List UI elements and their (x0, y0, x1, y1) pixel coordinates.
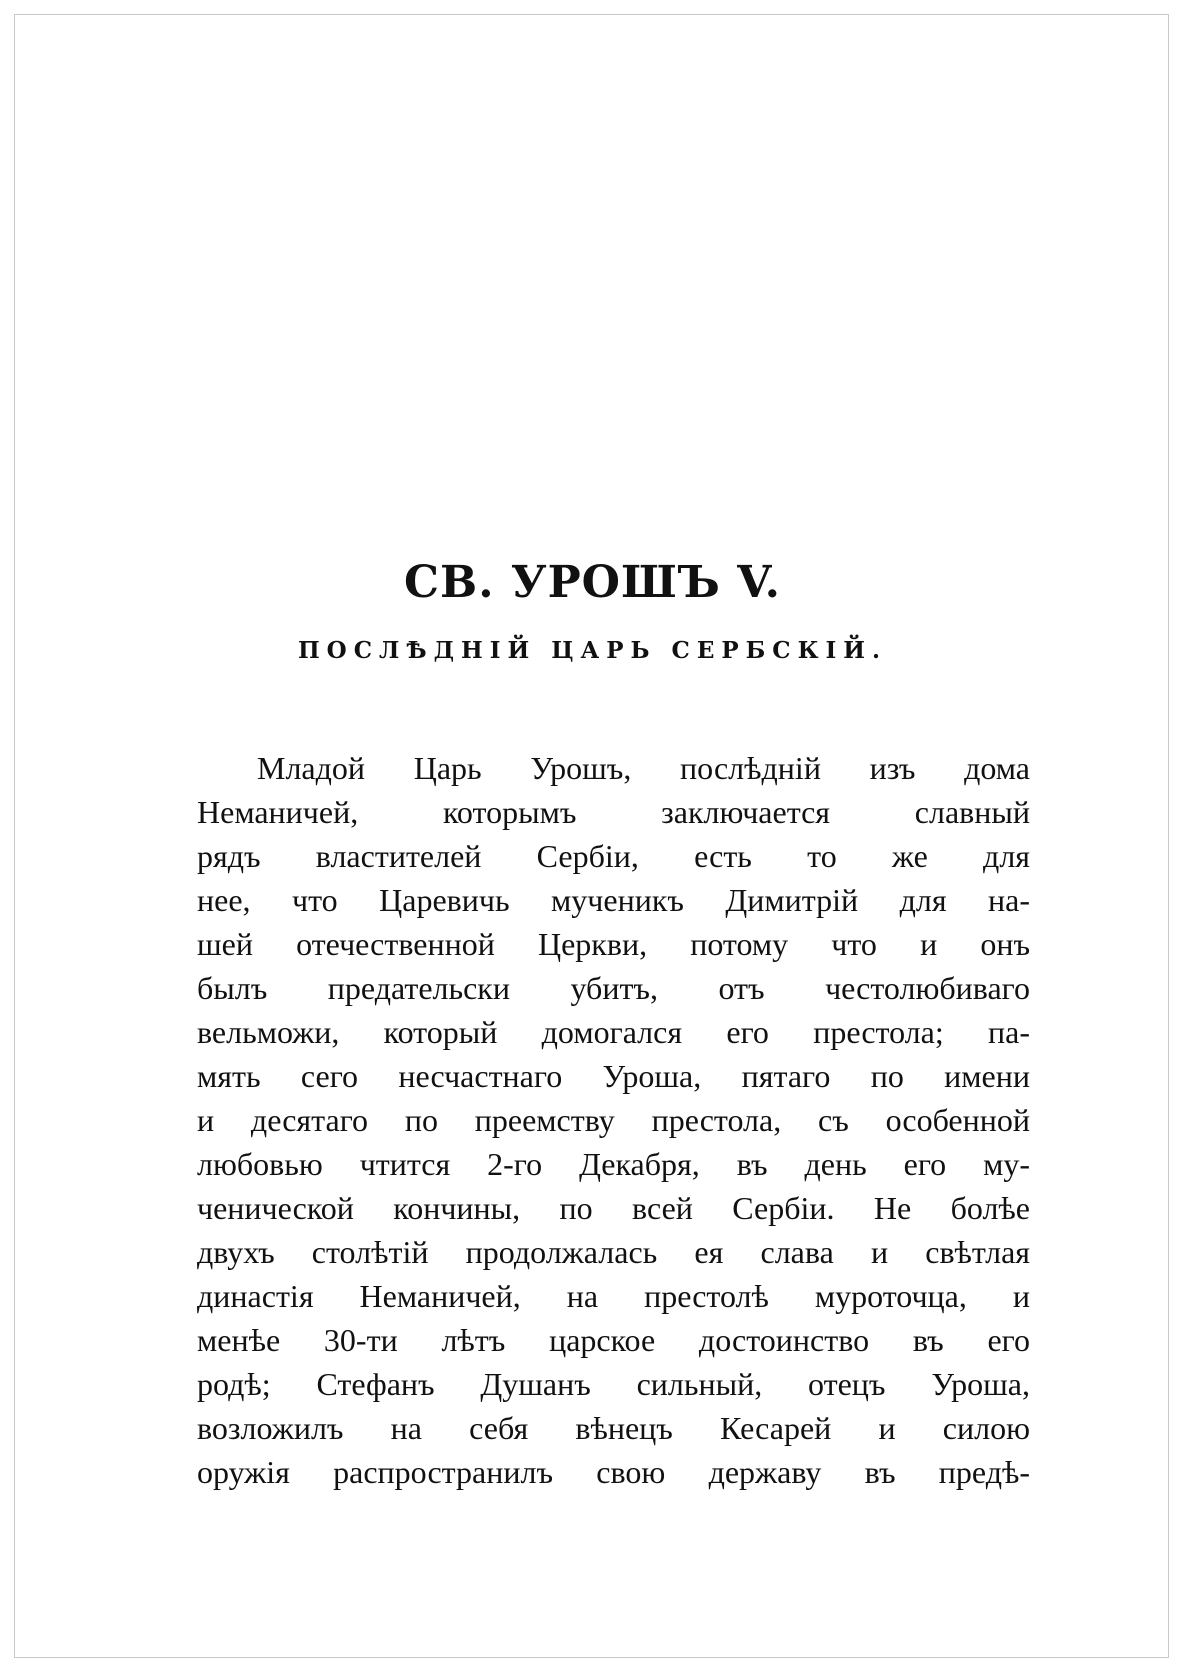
chapter-subtitle: ПОСЛѢДНІЙ ЦАРЬ СЕРБСКІЙ. (297, 637, 888, 664)
text-line: двухъ столѣтій продолжалась ея слава и свѣтлая (197, 1234, 1030, 1270)
text-line: возложилъ на себя вѣнецъ Кесарей и силою (197, 1410, 1030, 1446)
text-line: менѣе 30-ти лѣтъ царское достоинство въ его (197, 1322, 1030, 1358)
text-line: рядъ властителей Сербіи, есть то же для (197, 838, 1030, 874)
text-line: былъ предательски убитъ, отъ честолюбиваго (197, 970, 1030, 1006)
text-line: династія Неманичей, на престолѣ муроточца, и (197, 1278, 1030, 1314)
chapter-title: СВ. УРОШЪ V. (404, 557, 781, 608)
text-line: шей отечественной Церкви, потому что и онъ (197, 926, 1030, 962)
text-line: оружія распространилъ свою державу въ предѣ- (197, 1454, 1030, 1490)
text-line: нее, что Царевичь мученикъ Димитрій для на- (197, 882, 1030, 918)
text-line: вельможи, который домогался его престола; па- (197, 1014, 1030, 1050)
text-line: Младой Царь Урошъ, послѣдній изъ дома (257, 750, 1030, 786)
text-line: и десятаго по преемству престола, съ особенной (197, 1102, 1030, 1138)
text-line: мять сего несчастнаго Уроша, пятаго по имени (197, 1058, 1030, 1094)
text-line: ченической кончины, по всей Сербіи. Не болѣе (197, 1190, 1030, 1226)
text-line: любовью чтится 2-го Декабря, въ день его му- (197, 1146, 1030, 1182)
text-line: Неманичей, которымъ заключается славный (197, 794, 1030, 830)
body-paragraph (197, 746, 1030, 1494)
text-line: родѣ; Стефанъ Душанъ сильный, отецъ Уроша, (197, 1366, 1030, 1402)
